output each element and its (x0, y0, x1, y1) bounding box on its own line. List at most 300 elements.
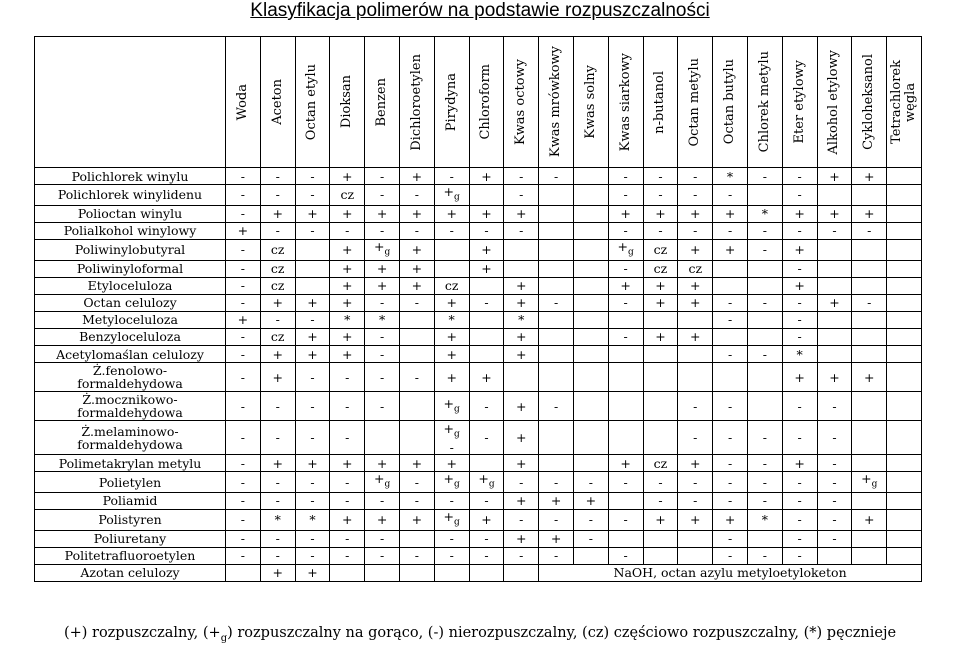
solubility-cell (573, 239, 608, 260)
solubility-cell: - (469, 392, 504, 421)
solubility-cell (887, 168, 922, 185)
solubility-cell: + (782, 239, 817, 260)
solubility-cell: - (643, 185, 678, 206)
solubility-cell (887, 328, 922, 345)
table-row (35, 472, 922, 493)
solubility-cell (852, 421, 887, 455)
table-row (35, 455, 922, 472)
solubility-cell: - (817, 492, 852, 509)
legend (0, 624, 960, 648)
solubility-cell: - (539, 168, 574, 185)
solubility-cell: - (504, 547, 539, 564)
solvent-header-label: Octan etylu (304, 63, 320, 141)
solubility-cell: - (852, 294, 887, 311)
solubility-cell: - (643, 168, 678, 185)
solubility-cell: - (713, 311, 748, 328)
solubility-cell: - (469, 294, 504, 311)
solubility-cell (747, 530, 782, 547)
table-row (35, 509, 922, 530)
solubility-cell (469, 328, 504, 345)
solubility-cell: - (713, 492, 748, 509)
solubility-cell: - (678, 222, 713, 239)
solubility-cell: - (295, 168, 330, 185)
solubility-cell: - (226, 345, 261, 362)
solubility-cell (608, 530, 643, 547)
polymer-name: Ż.melaminowo- formaldehydowa (35, 421, 226, 455)
solubility-cell (852, 392, 887, 421)
solubility-cell: - (226, 509, 261, 530)
solubility-cell: + (608, 455, 643, 472)
solubility-cell (747, 277, 782, 294)
solubility-cell: + (713, 239, 748, 260)
solubility-cell (887, 492, 922, 509)
polymer-name: Acetylomaślan celulozy (35, 345, 226, 362)
solvent-header-label: Chloroform (478, 64, 494, 140)
polymer-name: Poliuretany (35, 530, 226, 547)
solubility-cell (365, 421, 400, 455)
solubility-cell (539, 260, 574, 277)
solubility-cell: * (713, 168, 748, 185)
solubility-cell: + (573, 492, 608, 509)
solubility-cell: + (330, 509, 365, 530)
solubility-cell: + (330, 328, 365, 345)
solubility-cell: + (399, 205, 434, 222)
solvent-header (573, 37, 608, 168)
solvent-header-label: Octan metylu (687, 57, 703, 147)
solubility-cell: - (399, 472, 434, 493)
solvent-header (469, 37, 504, 168)
solubility-cell: - (226, 168, 261, 185)
solubility-cell: + (399, 260, 434, 277)
solubility-cell: + (817, 294, 852, 311)
solubility-cell: + (260, 205, 295, 222)
solubility-cell (643, 311, 678, 328)
solubility-cell: - (747, 345, 782, 362)
solubility-cell: - (469, 530, 504, 547)
solubility-cell: + (539, 492, 574, 509)
solvent-header (678, 37, 713, 168)
solubility-cell (573, 392, 608, 421)
solubility-cell: + (260, 345, 295, 362)
solubility-cell: cz (678, 260, 713, 277)
solubility-cell: - (330, 421, 365, 455)
solubility-cell (573, 363, 608, 392)
polymer-name: Polichlorek winylidenu (35, 185, 226, 206)
solvent-header-label: Benzen (374, 77, 390, 127)
solubility-cell: + (608, 277, 643, 294)
solubility-cell: - (539, 472, 574, 493)
solubility-cell: - (782, 547, 817, 564)
solubility-cell: + (713, 509, 748, 530)
solvent-header (226, 37, 261, 168)
solubility-cell: - (399, 547, 434, 564)
solubility-cell: - (434, 547, 469, 564)
solvent-header (643, 37, 678, 168)
solubility-cell: + (678, 239, 713, 260)
solubility-cell (399, 345, 434, 362)
solubility-cell (539, 277, 574, 294)
solubility-cell: cz (260, 328, 295, 345)
solubility-cell (852, 239, 887, 260)
solubility-cell: - (782, 472, 817, 493)
solubility-cell: + (365, 205, 400, 222)
solubility-cell: + (643, 328, 678, 345)
solubility-cell: - (226, 492, 261, 509)
solubility-cell (747, 260, 782, 277)
solubility-cell: - (365, 222, 400, 239)
solubility-cell: - (643, 472, 678, 493)
solubility-cell (399, 421, 434, 455)
solubility-cell (643, 345, 678, 362)
solvent-header-label: Cykloheksanol (861, 54, 877, 150)
solubility-cell: - (226, 547, 261, 564)
solvent-header (817, 37, 852, 168)
solubility-cell (573, 345, 608, 362)
polymer-name: Polimetakrylan metylu (35, 455, 226, 472)
solubility-cell (399, 564, 434, 581)
solubility-cell (469, 185, 504, 206)
solubility-cell (539, 328, 574, 345)
solvent-header-label: Tetrachlorek węgla (889, 60, 919, 144)
solubility-cell: + (226, 311, 261, 328)
solubility-cell (539, 455, 574, 472)
solubility-cell (608, 363, 643, 392)
solubility-cell (643, 392, 678, 421)
solubility-cell (852, 345, 887, 362)
solubility-cell: + (434, 455, 469, 472)
solubility-cell: + (260, 564, 295, 581)
solubility-cell (887, 260, 922, 277)
solubility-cell (573, 294, 608, 311)
polymer-name: Octan celulozy (35, 294, 226, 311)
solubility-cell: - (713, 294, 748, 311)
solubility-cell (852, 547, 887, 564)
solubility-cell (678, 547, 713, 564)
solubility-cell (539, 185, 574, 206)
solubility-cell: + (295, 294, 330, 311)
solubility-cell: - (713, 455, 748, 472)
solvent-header-label: Octan butylu (722, 59, 738, 145)
solubility-cell: + (643, 205, 678, 222)
solubility-cell: + (678, 294, 713, 311)
polymer-name: Etyloceluloza (35, 277, 226, 294)
solubility-cell: - (782, 185, 817, 206)
solubility-cell (399, 311, 434, 328)
solubility-cell: - (539, 294, 574, 311)
solubility-cell (226, 564, 261, 581)
solubility-cell: + (504, 277, 539, 294)
solubility-cell: - (713, 392, 748, 421)
solubility-cell: - (226, 328, 261, 345)
solubility-cell: + (643, 509, 678, 530)
solubility-cell: - (608, 472, 643, 493)
solvent-header (330, 37, 365, 168)
solubility-cell (399, 328, 434, 345)
solubility-cell: - (399, 294, 434, 311)
solubility-cell: + (504, 530, 539, 547)
solubility-cell: - (678, 185, 713, 206)
solubility-cell: - (817, 472, 852, 493)
solubility-cell: - (817, 392, 852, 421)
solubility-cell: - (678, 392, 713, 421)
solubility-cell: + (782, 277, 817, 294)
solubility-cell: + (330, 168, 365, 185)
solubility-cell: cz (260, 239, 295, 260)
solubility-cell: + (817, 205, 852, 222)
polymer-name: Benzyloceluloza (35, 328, 226, 345)
solubility-cell: + (399, 509, 434, 530)
solubility-cell (643, 530, 678, 547)
solubility-cell (817, 345, 852, 362)
solubility-cell: cz (260, 260, 295, 277)
solubility-cell (817, 311, 852, 328)
solubility-cell (539, 222, 574, 239)
solubility-cell: + (330, 260, 365, 277)
polymer-name: Poliwinyloformal (35, 260, 226, 277)
solubility-cell: - (747, 455, 782, 472)
solubility-cell: - (330, 492, 365, 509)
solubility-cell: - (295, 222, 330, 239)
solubility-cell: + (365, 277, 400, 294)
solubility-cell (887, 239, 922, 260)
solubility-cell: + (330, 277, 365, 294)
solubility-cell (817, 547, 852, 564)
solubility-cell: - (295, 421, 330, 455)
solubility-cell (539, 311, 574, 328)
solubility-cell: - (365, 185, 400, 206)
solubility-cell: + (330, 345, 365, 362)
solvent-header (365, 37, 400, 168)
solubility-cell (608, 311, 643, 328)
solvent-header (504, 37, 539, 168)
solubility-cell: $+_g$ (469, 472, 504, 493)
solubility-cell (573, 547, 608, 564)
solubility-cell (504, 239, 539, 260)
solubility-cell (539, 345, 574, 362)
solubility-cell: - (226, 294, 261, 311)
solvent-header (887, 37, 922, 168)
solubility-cell: - (434, 168, 469, 185)
solubility-cell: - (330, 530, 365, 547)
solubility-cell (573, 455, 608, 472)
solubility-cell: - (260, 530, 295, 547)
solubility-cell: - (295, 492, 330, 509)
solvent-header-label: Kwas mrówkowy (548, 46, 564, 158)
solubility-cell: - (226, 260, 261, 277)
solubility-cell: - (226, 530, 261, 547)
solubility-cell: - (817, 222, 852, 239)
solubility-cell: - (678, 492, 713, 509)
solubility-cell: - (295, 311, 330, 328)
solubility-cell: - (713, 421, 748, 455)
solubility-cell: - (365, 363, 400, 392)
solubility-cell: - (643, 492, 678, 509)
solubility-cell: - (608, 509, 643, 530)
legend-text: (+) rozpuszczalny, $(+_g)$ rozpuszczalny na gorąco, (-) nierozpuszczalny, (cz) częściowo rozpuszczalny, (*) pęcznieje (63, 625, 897, 644)
polymer-name: Polichlorek winylu (35, 168, 226, 185)
solubility-cell: - (852, 222, 887, 239)
solubility-cell (887, 277, 922, 294)
solubility-cell: + (852, 509, 887, 530)
solubility-cell: + (678, 455, 713, 472)
solubility-cell: - (678, 472, 713, 493)
solubility-cell (817, 277, 852, 294)
solubility-cell: + (330, 294, 365, 311)
solubility-cell: + (504, 205, 539, 222)
solubility-cell: - (295, 472, 330, 493)
solubility-cell (887, 311, 922, 328)
solubility-cell: cz (330, 185, 365, 206)
solubility-cell: + (678, 328, 713, 345)
table-row (35, 260, 922, 277)
solubility-cell (573, 328, 608, 345)
solubility-cell: + (469, 205, 504, 222)
solubility-cell (469, 455, 504, 472)
polymer-name: Polietylen (35, 472, 226, 493)
solubility-cell: + (330, 239, 365, 260)
table-row (35, 547, 922, 564)
solubility-cell: + (504, 421, 539, 455)
solubility-cell: + (295, 345, 330, 362)
solubility-cell: - (469, 421, 504, 455)
solubility-cell: - (782, 509, 817, 530)
polymer-name: Polioctan winylu (35, 205, 226, 222)
solubility-cell: + (295, 205, 330, 222)
solubility-cell (678, 363, 713, 392)
solvent-header-label: Alkohol etylowy (826, 49, 842, 155)
polymer-name: Polistyren (35, 509, 226, 530)
solubility-cell: - (747, 421, 782, 455)
solubility-cell: - (226, 421, 261, 455)
solubility-cell (817, 185, 852, 206)
solubility-cell (434, 564, 469, 581)
table-corner-cell (35, 37, 226, 168)
table-row (35, 239, 922, 260)
solubility-cell: - (608, 328, 643, 345)
solubility-cell: - (365, 547, 400, 564)
solubility-cell (469, 311, 504, 328)
solubility-cell: - (817, 509, 852, 530)
solubility-cell: - (330, 547, 365, 564)
table-row (35, 392, 922, 421)
solubility-cell: - (539, 392, 574, 421)
solubility-cell: - (713, 185, 748, 206)
solubility-cell: + (399, 277, 434, 294)
solubility-cell: - (747, 492, 782, 509)
solubility-cell (887, 222, 922, 239)
solubility-cell: + (852, 363, 887, 392)
solubility-cell: - (782, 311, 817, 328)
solubility-cell: + (782, 363, 817, 392)
solubility-cell: - (678, 168, 713, 185)
solubility-cell: - (365, 345, 400, 362)
solubility-cell: cz (643, 239, 678, 260)
solubility-cell: + (782, 455, 817, 472)
solubility-cell (713, 260, 748, 277)
solubility-cell: + (295, 564, 330, 581)
solubility-cell (887, 472, 922, 493)
solubility-cell: + (295, 328, 330, 345)
solubility-cell (365, 564, 400, 581)
solubility-cell: - (295, 530, 330, 547)
solubility-cell: - (782, 260, 817, 277)
solubility-cell: - (608, 222, 643, 239)
solvent-header-label: Dioksan (339, 75, 355, 129)
solvent-header (608, 37, 643, 168)
solubility-cell (539, 205, 574, 222)
solubility-cell: * (747, 205, 782, 222)
solubility-cell: * (504, 311, 539, 328)
solubility-cell: + (504, 455, 539, 472)
solubility-cell (573, 185, 608, 206)
solubility-cell: * (330, 311, 365, 328)
solubility-cell (608, 492, 643, 509)
solubility-cell: - (678, 421, 713, 455)
solubility-cell: - (608, 547, 643, 564)
solubility-cell: - (469, 547, 504, 564)
solubility-cell (852, 530, 887, 547)
solvent-header-label: Chlorek metylu (756, 51, 772, 153)
solubility-cell: - (260, 311, 295, 328)
solubility-cell: + (678, 509, 713, 530)
solubility-cell (887, 530, 922, 547)
solubility-cell: - (399, 363, 434, 392)
solubility-cell: + (469, 239, 504, 260)
solubility-cell: + (260, 455, 295, 472)
solvent-header-label: Kwas siarkowy (617, 52, 633, 152)
solubility-cell: - (260, 185, 295, 206)
solubility-cell: - (469, 492, 504, 509)
solubility-cell: - (747, 168, 782, 185)
solubility-cell: $+_g$ - (434, 421, 469, 455)
solubility-cell (887, 185, 922, 206)
solubility-cell: + (817, 363, 852, 392)
solubility-cell (817, 260, 852, 277)
solubility-cell: - (713, 222, 748, 239)
solubility-cell: $+_g$ (434, 472, 469, 493)
solubility-cell: - (504, 185, 539, 206)
solubility-cell: - (260, 168, 295, 185)
solubility-cell: + (226, 222, 261, 239)
solubility-cell (643, 421, 678, 455)
solubility-cell: - (434, 222, 469, 239)
solubility-cell: - (226, 239, 261, 260)
table-row (35, 564, 922, 581)
solvent-header (782, 37, 817, 168)
solubility-cell: - (434, 492, 469, 509)
solubility-cell: * (782, 345, 817, 362)
solubility-cell (504, 260, 539, 277)
solubility-cell: - (713, 547, 748, 564)
solubility-cell: - (434, 530, 469, 547)
solubility-cell (852, 260, 887, 277)
solubility-cell: $+_g$ (852, 472, 887, 493)
solvent-header (539, 37, 574, 168)
solubility-cell: + (469, 509, 504, 530)
solubility-cell: + (539, 530, 574, 547)
solubility-cell (573, 222, 608, 239)
solubility-cell (608, 345, 643, 362)
solubility-cell: - (747, 547, 782, 564)
solubility-cell: - (573, 509, 608, 530)
solubility-cell (539, 239, 574, 260)
solubility-cell: - (782, 530, 817, 547)
solubility-cell: - (782, 168, 817, 185)
solubility-cell: - (573, 472, 608, 493)
solubility-cell (608, 392, 643, 421)
solubility-cell: - (330, 472, 365, 493)
solubility-cell: + (434, 294, 469, 311)
